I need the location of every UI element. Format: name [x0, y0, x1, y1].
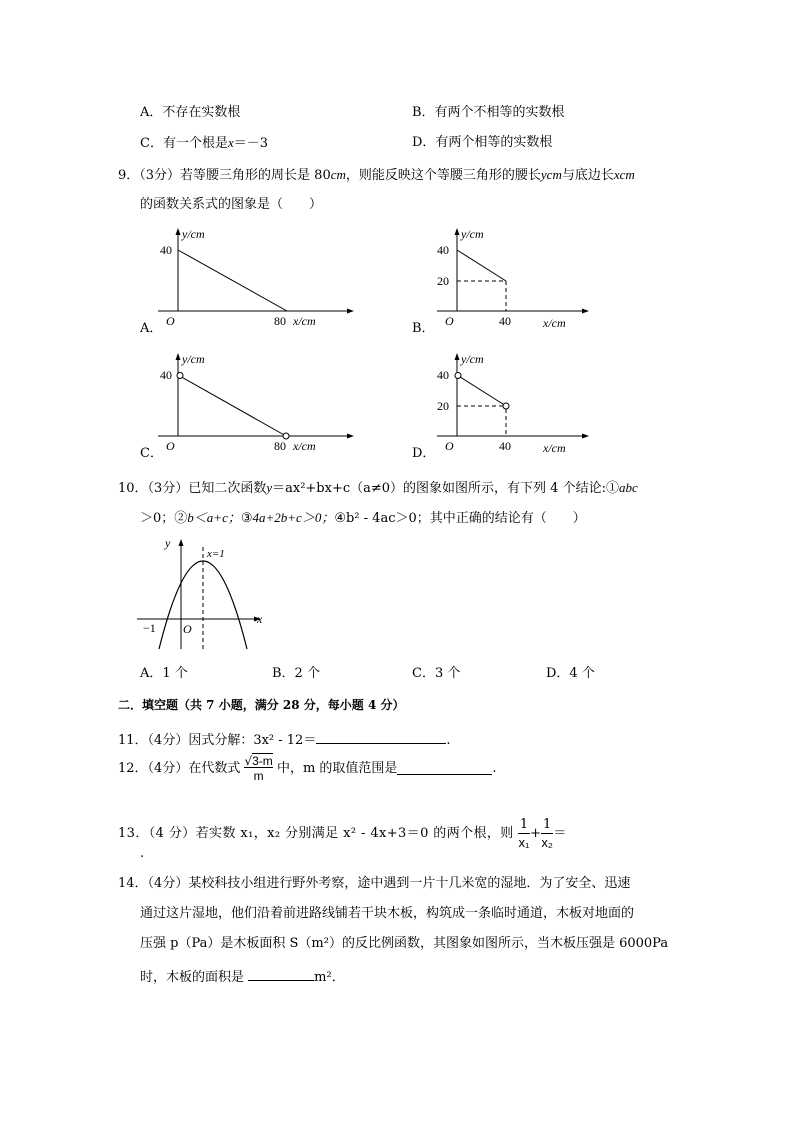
q9-graph-d-x40: 40	[499, 439, 511, 453]
q8-option-a: A．不存在实数根	[140, 105, 241, 120]
q14-line4-text: 时，木板的面积是	[140, 970, 245, 985]
q13-plus: +	[530, 826, 542, 841]
q10-stem-line2	[140, 511, 586, 525]
q9-option-d-label: D．	[412, 446, 436, 461]
q14-line1: 14．（4分）某校科技小组进行野外考察，途中遇到一片十几米宽的湿地．为了安全、迅速	[118, 876, 631, 891]
q9-graph-b-x40: 40	[499, 314, 511, 328]
q12-sqrt-sign: √	[244, 754, 253, 768]
q9-text-b: ，则能反映这个等腰三角形的腰长	[345, 168, 541, 183]
q10-conclusion-4-text: b² - 4ac＞0；其中正确的结论有（ ）	[345, 511, 586, 526]
q11-text: 11．（4分）因式分解：3x² - 12＝	[118, 733, 317, 748]
q13-text: 13．（4 分）若实数 x₁，x₂ 分别满足 x² - 4x+3＝0 的两个根，则	[118, 826, 514, 841]
q10-conclusion-3-text: 4a+2b+c＞0；	[252, 510, 335, 525]
q14-answer-blank[interactable]	[248, 968, 314, 981]
q10-conclusion-3-marker: ③	[240, 511, 253, 526]
q13-frac-1-num: 1	[519, 817, 529, 832]
q9-graph-d-y20: 20	[437, 399, 449, 413]
q10-conclusion-2-marker: ②	[174, 511, 188, 526]
q8-option-c-val: ＝－3	[233, 136, 269, 151]
q9-graph-c	[150, 350, 360, 455]
q10-option-d: D．4 个	[546, 666, 595, 681]
q10-graph-neg1: −1	[143, 621, 156, 635]
q9-text-a: 9．（3分）若等腰三角形的周长是 80	[118, 168, 331, 183]
section-2-title: 二．填空题（共 7 小题，满分 28 分，每小题 4 分）	[118, 698, 405, 712]
q9-graph-a-ylabel: y/cm	[182, 227, 205, 241]
q9-graph-b-origin: O	[445, 314, 454, 328]
q13-frac-1	[518, 818, 530, 849]
q8-option-b: B．有两个不相等的实数根	[412, 105, 565, 120]
q9-graph-c-y40: 40	[160, 368, 172, 382]
q14-unit: m²．	[314, 970, 345, 985]
q14-line4	[140, 968, 345, 984]
q9-option-a-label: A．	[140, 321, 163, 336]
q12-mid: 中，m 的取值范围是	[276, 761, 398, 776]
q9-var-xcm: xcm	[613, 167, 635, 182]
q9-graph-c-xlabel: x/cm	[293, 439, 316, 453]
q9-graph-c-origin: O	[166, 439, 175, 453]
q12-answer-blank[interactable]	[397, 762, 492, 775]
q10-conclusion-1-marker: ①	[605, 481, 619, 496]
q10-graph-axis-label: x=1	[207, 548, 225, 560]
q9-graph-a-line	[178, 250, 287, 311]
q9-graph-a-xlabel: x/cm	[293, 314, 316, 328]
q9-option-c-label: C．	[140, 446, 163, 461]
q9-graph-c-ylabel: y/cm	[182, 352, 205, 366]
q13-end: .	[140, 846, 145, 861]
q10-graph-y-label: y	[165, 536, 171, 550]
q9-graph-d-origin: O	[445, 439, 454, 453]
q9-graph-d-ylabel: y/cm	[461, 352, 484, 366]
q13-eq: ＝	[553, 826, 567, 841]
q13-frac-2-num: 1	[543, 817, 552, 832]
q10-stem-line1	[118, 481, 638, 495]
q9-unit-cm: cm	[330, 167, 346, 182]
q9-graph-c-open-point-top	[177, 373, 183, 379]
q10-option-a: A．1 个	[140, 666, 188, 681]
q14-line2: 通过这片湿地，他们沿着前进路线铺若干块木板，构筑成一条临时通道，木板对地面的	[140, 906, 635, 921]
q13	[118, 817, 567, 861]
q11-end: .	[446, 733, 451, 748]
q11-answer-blank[interactable]	[316, 731, 446, 744]
q10-option-b: B．2 个	[272, 666, 320, 681]
q9-stem-line2: 的函数关系式的图象是（ ）	[140, 197, 323, 212]
q9-graph-a	[150, 225, 360, 330]
q8-option-d: D．有两个相等的实数根	[412, 135, 553, 150]
q9-stem-line1	[118, 168, 635, 182]
q10-conclusion-4-marker: ④	[334, 511, 346, 526]
q8-option-c	[140, 136, 268, 150]
q10-option-c: C．3 个	[412, 666, 461, 681]
q9-graph-c-line	[178, 375, 286, 436]
q9-graph-b-y40: 40	[437, 243, 449, 257]
q10-eq-rest: ＝ax²+bx+c（a≠0）的图象如图所示，有下列 4 个结论:	[272, 481, 606, 496]
q10-graph-origin: O	[183, 622, 192, 636]
q9-graph-a-origin: O	[166, 314, 175, 328]
q14-line3: 压强 p（Pa）是木板面积 S（m²）的反比例函数，其图象如图所示，当木板压强是 6000Pa	[140, 936, 669, 951]
q12	[118, 755, 497, 791]
q9-graph-b	[425, 225, 595, 330]
q9-graph-c-x80: 80	[274, 439, 286, 453]
q11	[118, 731, 450, 747]
q9-option-b-label: B．	[412, 321, 435, 336]
q10-eq-y: y	[266, 480, 273, 495]
q9-graph-d-line	[457, 375, 506, 406]
q9-graph-d-open-point-top	[455, 373, 461, 379]
q10-conclusion-1-end: ＞0；	[140, 511, 175, 526]
q9-graph-b-xlabel: x/cm	[543, 316, 566, 330]
q9-graph-a-x80: 80	[274, 314, 286, 328]
q8-option-c-text: C．有一个根是	[140, 136, 228, 151]
q13-frac-1-den: x₁	[518, 835, 530, 850]
q9-text-c: 与底边长	[561, 168, 614, 183]
q13-frac-2-den: x₂	[541, 835, 553, 850]
q9-graph-a-y40: 40	[160, 243, 172, 257]
q12-prefix: 12．（4分）在代数式	[118, 761, 241, 776]
q10-conclusion-2-text: b＜a+c；	[187, 510, 241, 525]
q12-radicand: 3-m	[252, 754, 273, 768]
q12-end: .	[492, 761, 497, 776]
q12-expression	[244, 755, 272, 782]
q9-graph-d-open-point-end	[503, 403, 509, 409]
q8-option-c-var: x	[227, 135, 234, 150]
q9-var-ycm: ycm	[540, 167, 562, 182]
q12-denominator: m	[253, 769, 264, 783]
q9-graph-b-line	[457, 250, 506, 281]
q9-graph-d-y40: 40	[437, 368, 449, 382]
q9-graph-b-ylabel: y/cm	[461, 227, 484, 241]
q9-graph-d	[425, 350, 595, 455]
q9-graph-d-xlabel: x/cm	[543, 441, 566, 455]
q10-graph-x-label: x	[257, 612, 263, 626]
q9-graph-b-y20: 20	[437, 274, 449, 288]
q10-prefix: 10．（3分）已知二次函数	[118, 481, 267, 496]
q10-conclusion-1-text: abc	[618, 480, 638, 495]
q10-parabola-graph	[135, 535, 275, 655]
q13-frac-2	[541, 818, 553, 849]
